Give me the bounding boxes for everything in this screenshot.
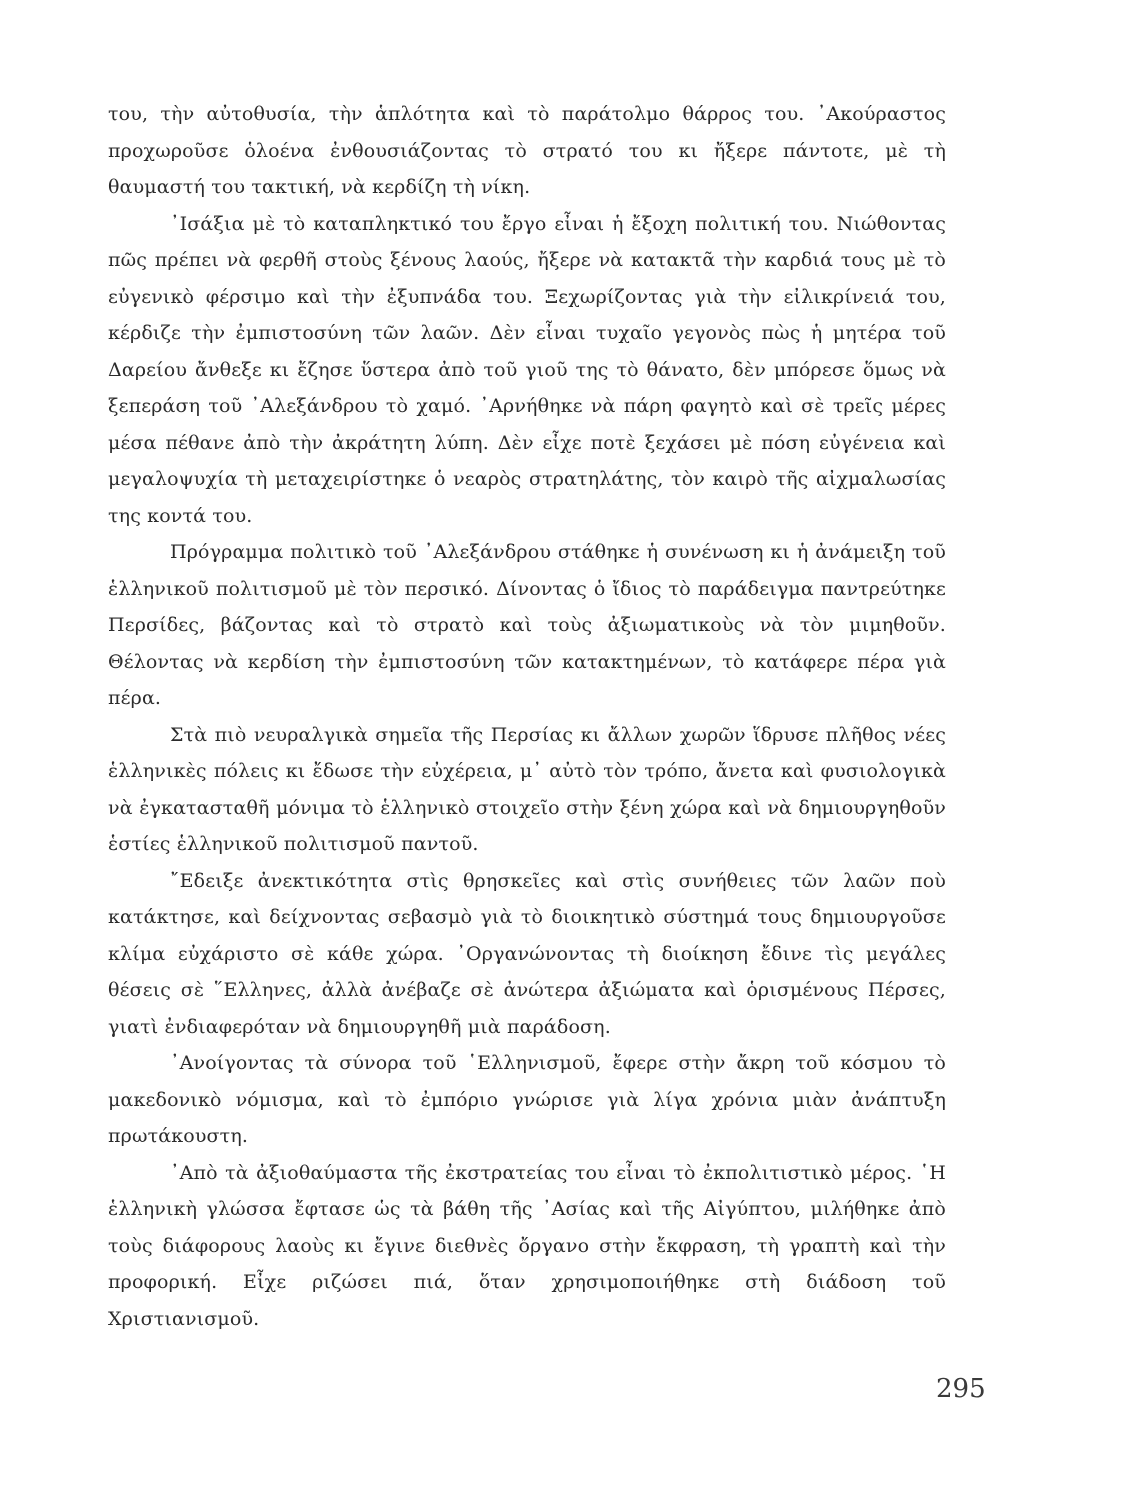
page-number: 295 (936, 1374, 986, 1404)
body-text (108, 96, 946, 1337)
paragraph-7: ᾿Απὸ τὰ ἀξιοθαύμαστα τῆς ἐκστρατείας του εἶναι τὸ ἐκπολιτιστικὸ μέρος. ῾Η ἑλληνικὴ γλώσσα ἔφτασε ὡς τὰ βάθη τῆς ᾿Ασίας καὶ τῆς Αἰγύπτου, μιλήθηκε ἀπὸ τοὺς διάφορους λαοὺς κι ἔγινε διεθνὲς ὄργανο στὴν ἔκφραση, τὴ γραπτὴ καὶ τὴν προφορική. Εἶχε ριζώσει πιά, ὅταν χρησιμοποιήθηκε στὴ διάδοση τοῦ Χριστιανισμοῦ. (108, 1161, 946, 1330)
paragraph-5: ῎Εδειξε ἀνεκτικότητα στὶς θρησκεῖες καὶ στὶς συνήθειες τῶν λαῶν ποὺ κατάκτησε, καὶ δείχνοντας σεβασμὸ γιὰ τὸ διοικητικὸ σύστημά τους δημιουργοῦσε κλίμα εὐχάριστο σὲ κάθε χώρα. ᾿Οργανώνοντας τὴ διοίκηση ἔδινε τὶς μεγάλες θέσεις σὲ ῞Ελληνες, ἀλλὰ ἀνέβαζε σὲ ἀνώτερα ἀξιώματα καὶ ὁρισμένους Πέρσες, γιατὶ ἐνδιαφερόταν νὰ δημιουργηθῆ μιὰ παράδοση. (108, 869, 946, 1038)
paragraph-4: Στὰ πιὸ νευραλγικὰ σημεῖα τῆς Περσίας κι ἄλλων χωρῶν ἵδρυσε πλῆθος νέες ἑλληνικὲς πόλεις κι ἔδωσε τὴν εὐχέρεια, μ᾿ αὐτὸ τὸν τρόπο, ἄνετα καὶ φυσιολογικὰ νὰ ἐγκατασταθῆ μόνιμα τὸ ἑλληνικὸ στοιχεῖο στὴν ξένη χώρα καὶ νὰ δημιουργηθοῦν ἑστίες ἑλληνικοῦ πολιτισμοῦ παντοῦ. (108, 723, 946, 855)
paragraph-3: Πρόγραμμα πολιτικὸ τοῦ ᾿Αλεξάνδρου στάθηκε ἡ συνένωση κι ἡ ἀνάμειξη τοῦ ἑλληνικοῦ πολιτισμοῦ μὲ τὸν περσικό. Δίνοντας ὁ ἴδιος τὸ παράδειγμα παντρεύτηκε Περσίδες, βάζοντας καὶ τὸ στρατὸ καὶ τοὺς ἀξιωματικοὺς νὰ τὸν μιμηθοῦν. Θέλοντας νὰ κερδίση τὴν ἐμπιστοσύνη τῶν κατακτημένων, τὸ κατάφερε πέρα γιὰ πέρα. (108, 541, 946, 709)
paragraph-2: ᾿Ισάξια μὲ τὸ καταπληκτικό του ἔργο εἶναι ἡ ἔξοχη πολιτική του. Νιώθοντας πῶς πρέπει νὰ φερθῆ στοὺς ξένους λαούς, ἤξερε νὰ κατακτᾶ τὴν καρδιά τους μὲ τὸ εὐγενικὸ φέρσιμο καὶ τὴν ἐξυπνάδα του. Ξεχωρίζοντας γιὰ τὴν εἰλικρίνειά του, κέρδιζε τὴν ἐμπιστοσύνη τῶν λαῶν. Δὲν εἶναι τυχαῖο γεγονὸς πὼς ἡ μητέρα τοῦ Δαρείου ἄνθεξε κι ἔζησε ὕστερα ἀπὸ τοῦ γιοῦ της τὸ θάνατο, δὲν μπόρεσε ὅμως νὰ ξεπεράση τοῦ ᾿Αλεξάνδρου τὸ χαμό. ᾿Αρνήθηκε νὰ πάρη φαγητὸ καὶ σὲ τρεῖς μέρες μέσα πέθανε ἀπὸ τὴν ἀκράτητη λύπη. Δὲν εἶχε ποτὲ ξεχάσει μὲ πόση εὐγένεια καὶ μεγαλοψυχία τὴ μεταχειρίστηκε ὁ νεαρὸς στρατηλάτης, τὸν καιρὸ τῆς αἰχμαλωσίας της κοντά του. (108, 212, 946, 527)
paragraph-1: του, τὴν αὐτοθυσία, τὴν ἁπλότητα καὶ τὸ παράτολμο θάρρος του. ᾿Ακούραστος προχωροῦσε ὁλοένα ἐνθουσιάζοντας τὸ στρατό του κι ἤξερε πάντοτε, μὲ τὴ θαυμαστή του τακτική, νὰ κερδίζη τὴ νίκη. (108, 103, 946, 198)
paragraph-6: ᾿Ανοίγοντας τὰ σύνορα τοῦ ῾Ελληνισμοῦ, ἔφερε στὴν ἄκρη τοῦ κόσμου τὸ μακεδονικὸ νόμισμα, καὶ τὸ ἐμπόριο γνώρισε γιὰ λίγα χρόνια μιὰν ἀνάπτυξη πρωτάκουστη. (108, 1052, 946, 1147)
